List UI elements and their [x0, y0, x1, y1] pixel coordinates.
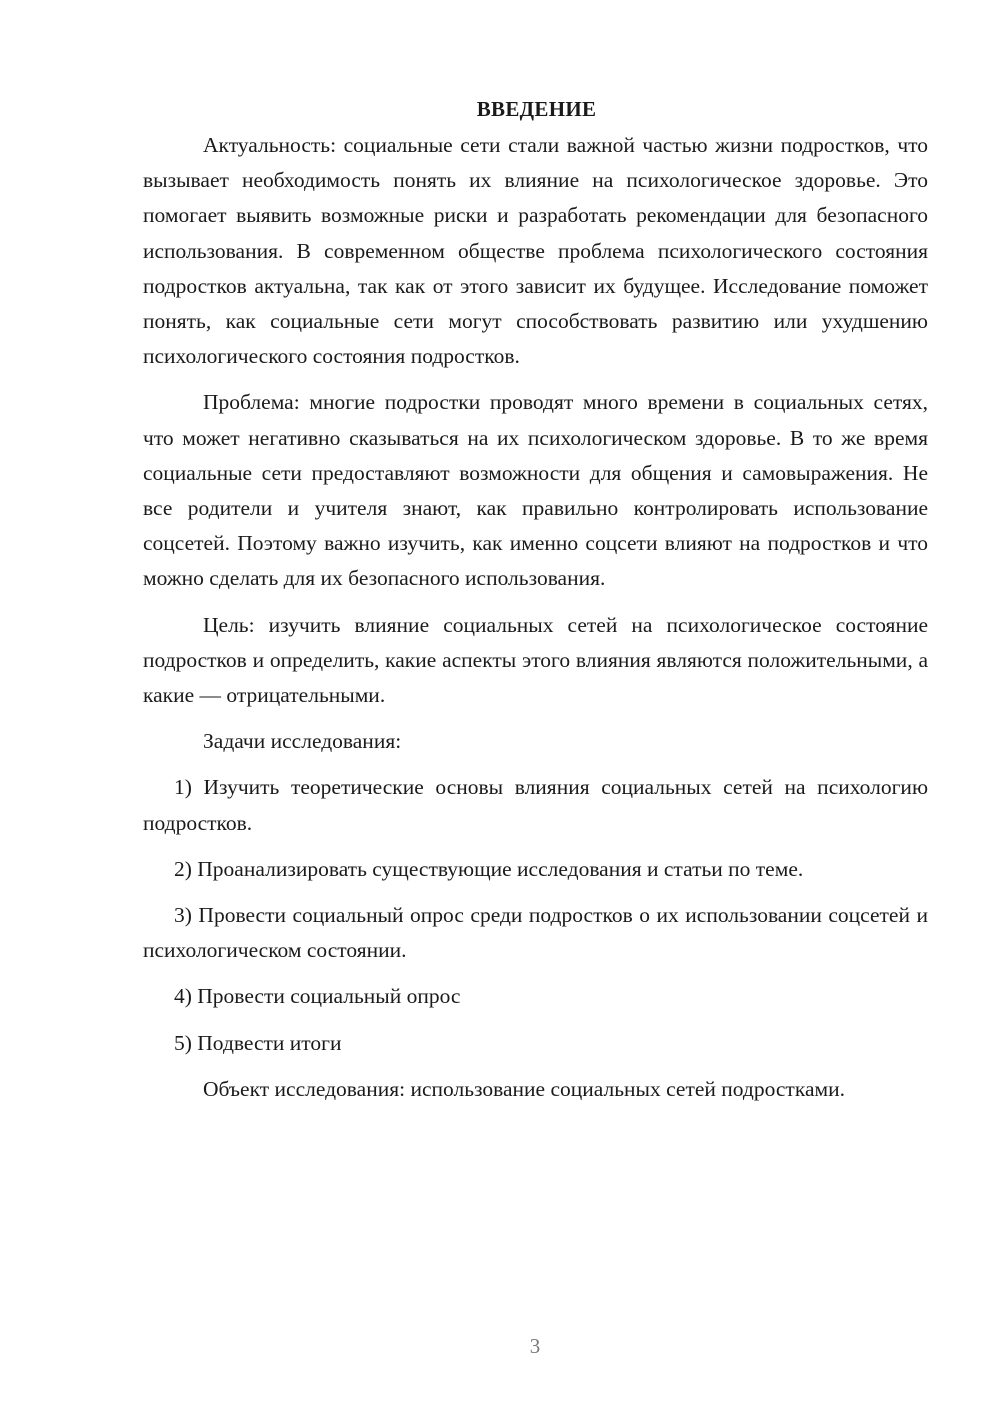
task-item-3: 3) Провести социальный опрос среди подростков о их использовании соцсетей и психологическом состоянии.	[143, 903, 928, 963]
paragraph-goal: Цель: изучить влияние социальных сетей на психологическое состояние подростков и определить, какие аспекты этого влияния являются положительными, а какие — отрицательными.	[143, 612, 928, 708]
tasks-heading: Задачи исследования:	[203, 729, 402, 754]
paragraph-relevance: Актуальность: социальные сети стали важной частью жизни подростков, что вызывает необходимость понять их влияние на психологическое здоровье. Это помогает выявить возможные риски и разработать рекомендации для безопасного использования. В современном обществе проблема психологического состояния подростков актуальна, так как от этого зависит их будущее. Исследование поможет понять, как социальные сети могут способствовать развитию или ухудшению психологического состояния подростков.	[143, 133, 928, 369]
task-item-2: 2) Проанализировать существующие исследования и статьи по теме.	[174, 856, 804, 881]
task-item-1: 1) Изучить теоретические основы влияния социальных сетей на психологию подростков.	[143, 775, 928, 835]
paragraph-object: Объект исследования: использование социальных сетей подростками.	[203, 1076, 845, 1101]
page-content	[143, 92, 928, 1107]
task-item-5: 5) Подвести итоги	[174, 1030, 342, 1055]
page-number: 3	[529, 1334, 541, 1358]
paragraph-problem: Проблема: многие подростки проводят много времени в социальных сетях, что может негативно сказываться на их психологическом здоровье. В то же время социальные сети предоставляют возможности для общения и самовыражения. Не все родители и учителя знают, как правильно контролировать использование соцсетей. Поэтому важно изучить, как именно соцсети влияют на подростков и что можно сделать для их безопасного использования.	[143, 390, 928, 591]
task-item-4: 4) Провести социальный опрос	[174, 984, 461, 1009]
page-title: ВВЕДЕНИЕ	[476, 97, 597, 121]
